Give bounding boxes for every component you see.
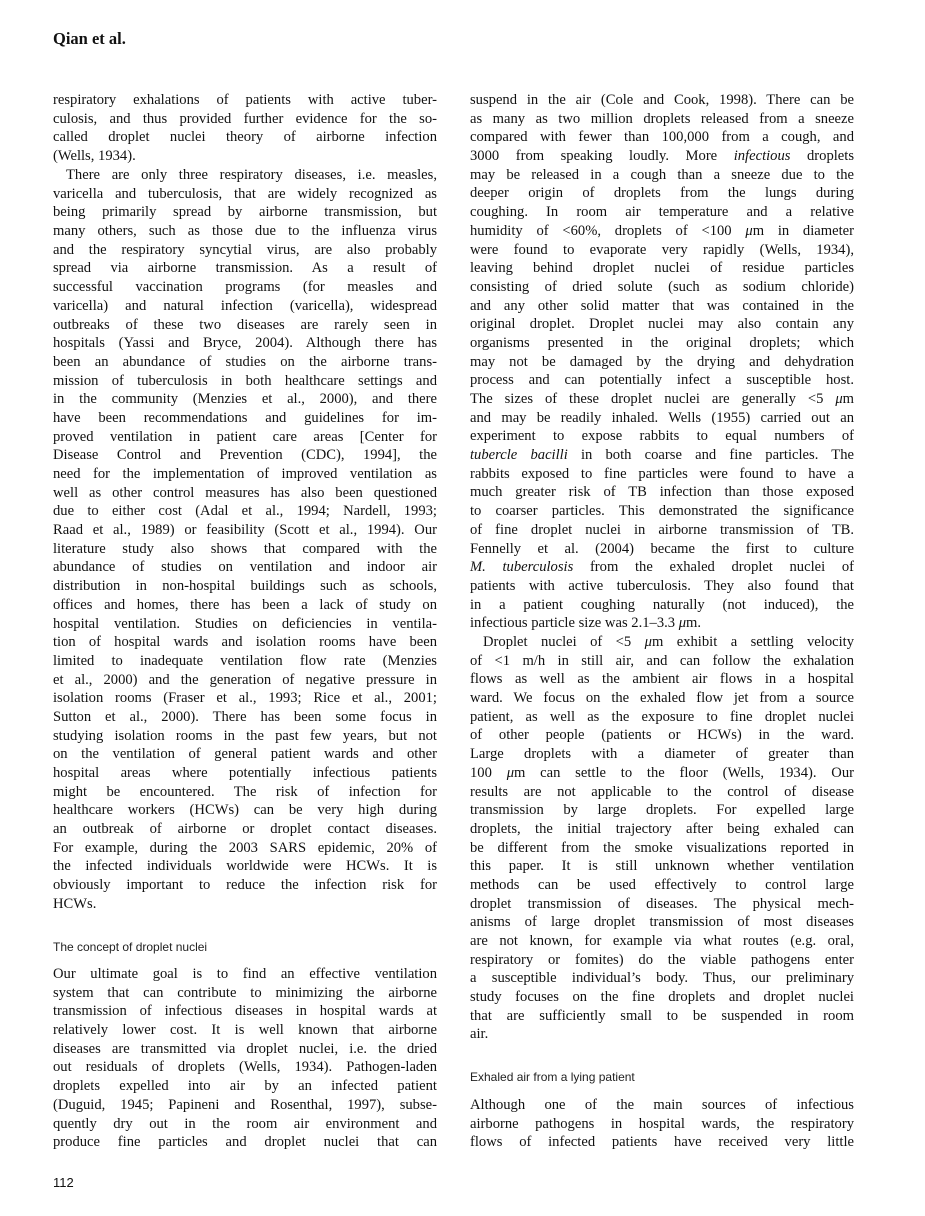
text-line: are not known, for example via what routes (e.g. oral, [470,933,854,949]
text-line: distribution in non-hospital buildings such as schools, [53,578,437,595]
text-line: diseases are transmitted via droplet nuclei, i.e. the dried [53,1040,437,1057]
text-line: be different from the smoke visualizations reported in [470,839,854,856]
running-head: Qian et al. [53,29,126,48]
paragraph [470,633,854,1044]
text-line: methods can be used effectively to control large [470,876,854,893]
text-line: tubercle bacilli in both coarse and fine particles. The [470,447,854,464]
text-line: the infected individuals worldwide were HCWs. It is [53,858,437,875]
text-line: healthcare workers (HCWs) can be very high during [53,802,437,819]
text-line: have been recommendations and guidelines for im- [53,409,437,426]
text-line: transmission of infectious diseases in hospital wards at [53,1003,437,1020]
text-line: relatively lower cost. It is well known that airborne [53,1022,437,1039]
text-line: original droplet. Droplet nuclei may also contain any [470,316,854,333]
text-line: droplets expelled into air by an infected patient [53,1078,437,1095]
text-line: There are only three respiratory diseases, i.e. measles, [66,167,437,183]
italic-text: infectious [733,148,791,165]
text-line: offices and homes, there has been a lack of study on [53,596,437,613]
text-line: being primarily spread by airborne transmission, but [53,204,437,221]
text-line: hospitals (Yassi and Bryce, 2004). Although there has [53,335,437,352]
text-line: patient, as well as the exposure to fine droplet nuclei [470,708,854,725]
text-line: well as other control measures has also been questioned [53,484,437,501]
italic-text: μ [835,391,843,407]
text-line: studying isolation rooms in the past few years, but not [53,727,437,744]
italic-text: μ [644,634,652,650]
text-line: flows as well as the ambient air flows in a hospital [470,671,854,688]
text-line: airborne pathogens in hospital wards, the respiratory [470,1115,854,1132]
text-line: in a patient coughing naturally (not induced), the [470,596,854,613]
section-heading: The concept of droplet nuclei [53,940,208,954]
text-line: respiratory or fomites) do the viable pathogens enter [470,951,854,968]
text-line: droplet transmission of diseases. The physical mech- [470,895,854,912]
page-number: 112 [53,1175,74,1190]
text-line: need for the implementation of improved ventilation as [53,466,437,482]
text-line: as many as two million droplets released from a sneeze [470,110,854,127]
text-line: suspend in the air (Cole and Cook, 1998). There can be [470,92,854,108]
paragraph [53,166,437,914]
text-line: air. [470,1026,489,1043]
paragraph [53,91,437,166]
text-line: (Wells, 1934). [53,148,136,165]
text-line: transmission by large droplets. For expelled large [470,802,854,819]
text-line: 3000 from speaking loudly. More infectious droplets [470,148,855,165]
text-line: called droplet nuclei theory of airborne infection [53,129,437,146]
text-line: much greater risk of TB infection than those exposed [470,484,854,501]
italic-text: M. tuberculosis [470,559,574,576]
text-line: out residuals of droplets (Wells, 1934). Pathogen-laden [53,1059,437,1076]
italic-text: tubercle bacilli [470,447,568,464]
text-line: hospital areas where potentially infectious patients [53,765,437,781]
text-line: 100 μm can settle to the floor (Wells, 1934). Our [470,764,854,781]
text-line: a susceptible individual’s body. Thus, our preliminary [470,970,854,987]
text-line: abundance of studies on ventilation and indoor air [53,559,437,576]
text-line: (Duguid, 1945; Papineni and Rosenthal, 1997), subse- [53,1096,437,1113]
text-line: results are not applicable to the control of disease [470,783,854,800]
text-line: proved ventilation in patient care areas [Center for [53,428,437,445]
text-line: infectious particle size was 2.1–3.3 μm. [470,615,702,632]
italic-text: μ [678,615,687,632]
text-line: patients with active tuberculosis. They also found that [470,577,854,594]
text-line: system that can contribute to minimizing the airborne [53,984,437,1001]
text-line: Although one of the main sources of infectious [470,1097,854,1113]
paragraph [470,91,854,633]
text-line: and the respiratory syncytial virus, are also probably [53,241,437,258]
text-line: The sizes of these droplet nuclei are generally <5 μm [470,391,854,407]
text-line: Large droplets with a diameter of greater than [470,746,854,763]
text-line: that are sufficiently small to be suspended in room [470,1007,854,1024]
text-line: coughing. In room air temperature and a relative [470,204,854,221]
text-line: deeper origin of droplets from the lungs during [470,185,854,202]
text-line: flows of infected patients have received very little [470,1134,854,1151]
text-line: may be released in a cough than a sneeze due to the [470,166,854,183]
text-line: many others, such as those due to the influenza virus [53,223,437,240]
text-line: spread via airborne transmission. As a result of [53,260,437,277]
text-line: hospital ventilation. Studies on deficiencies in ventila- [53,615,437,632]
text-line: et al., 2000) and the generation of negative pressure in [53,671,437,688]
text-line: culosis, and thus provided further evidence for the so- [53,110,437,127]
text-line: successful vaccination programs (for measles and [53,279,437,296]
section-heading: Exhaled air from a lying patient [470,1070,635,1084]
text-line: Our ultimate goal is to find an effective ventilation [53,966,437,982]
text-line: ward. We focus on the exhaled flow jet from a source [470,690,854,707]
text-line: tion of hospital wards and isolation rooms have been [53,634,437,651]
text-line: outbreaks of these two diseases are rarely seen in [53,316,437,333]
text-line: anisms of large droplet transmission of most diseases [470,914,854,931]
text-line: of other people (patients or HCWs) in the ward. [470,727,854,744]
text-line: Raad et al., 1989) or feasibility (Scott et al., 1994). Our [53,522,437,539]
text-line: M. tuberculosis from the exhaled droplet nuclei of [470,559,854,576]
paragraph [470,1096,854,1152]
text-line: study focuses on the fine droplets and droplet nuclei [470,989,854,1006]
text-line: may not be damaged by the drying and dehydration [470,353,854,370]
text-line: due to either cost (Adal et al., 1994; Nardell, 1993; [53,503,437,520]
text-line: an outbreak of airborne or droplet contact diseases. [53,821,437,838]
text-line: and may be readily inhaled. Wells (1955) carried out an [470,409,854,426]
text-line: leaving behind droplet nuclei of residue particles [470,260,854,277]
text-line: to coarser particles. This demonstrated the significance [470,503,854,520]
text-line: For example, during the 2003 SARS epidemic, 20% of [53,839,437,856]
text-line: rabbits exposed to fine particles were found to have a [470,465,854,482]
text-line: experiment to expose rabbits to equal numbers of [470,428,854,445]
italic-text: μ [506,764,515,781]
text-line: mission of tuberculosis in both healthcare settings and [53,372,437,389]
text-line: Sutton et al., 2000). There has been some focus in [53,708,437,725]
text-line: this paper. It is still unknown whether ventilation [470,858,854,875]
text-line: produce fine particles and droplet nuclei that can [53,1134,437,1151]
text-line: been an abundance of studies on the airborne trans- [53,353,437,370]
text-line: and any other solid matter that was contained in the [470,297,854,314]
text-line: varicella) and natural infection (varicella), widespread [53,297,437,314]
text-line: process and can potentially infect a susceptible host. [470,372,854,389]
text-line: respiratory exhalations of patients with active tuber- [53,92,437,108]
text-line: limited to inadequate ventilation flow rate (Menzies [53,652,437,669]
text-line: Disease Control and Prevention (CDC), 1994], the [53,447,437,464]
text-line: literature study also shows that compared with the [53,540,437,557]
italic-text: μ [745,222,753,239]
text-line: quently dry out in the room air environment and [53,1115,437,1132]
text-line: HCWs. [53,895,97,912]
text-line: Fennelly et al. (2004) became the first to culture [470,540,854,557]
text-line: droplets, the initial trajectory after being exhaled can [470,820,854,837]
text-line: organisms presented in the original droplets; which [470,334,854,351]
text-line: Droplet nuclei of <5 μm exhibit a settling velocity [483,634,854,650]
text-line: were found to evaporate very rapidly (Wells, 1934), [470,241,854,258]
paragraph [53,965,437,1152]
text-line: consisting of dried solute (such as sodium chloride) [470,278,854,295]
text-line: obviously important to reduce the infection risk for [53,877,437,894]
text-line: might be encountered. The risk of infection for [53,783,437,800]
text-line: compared with fewer than 100,000 from a cough, and [470,129,854,146]
text-line: of fine droplet nuclei in airborne transmission of TB. [470,521,854,538]
text-line: of <1 m/h in still air, and can follow the exhalation [470,652,854,669]
text-line: on the ventilation of general patient wards and other [53,746,437,763]
text-line: humidity of <60%, droplets of <100 μm in diameter [470,222,854,239]
text-line: varicella and tuberculosis, that are widely recognized as [53,185,437,202]
text-line: isolation rooms (Fraser et al., 1993; Rice et al., 2001; [53,690,437,707]
text-line: in the community (Menzies et al., 2000), and there [53,391,437,408]
